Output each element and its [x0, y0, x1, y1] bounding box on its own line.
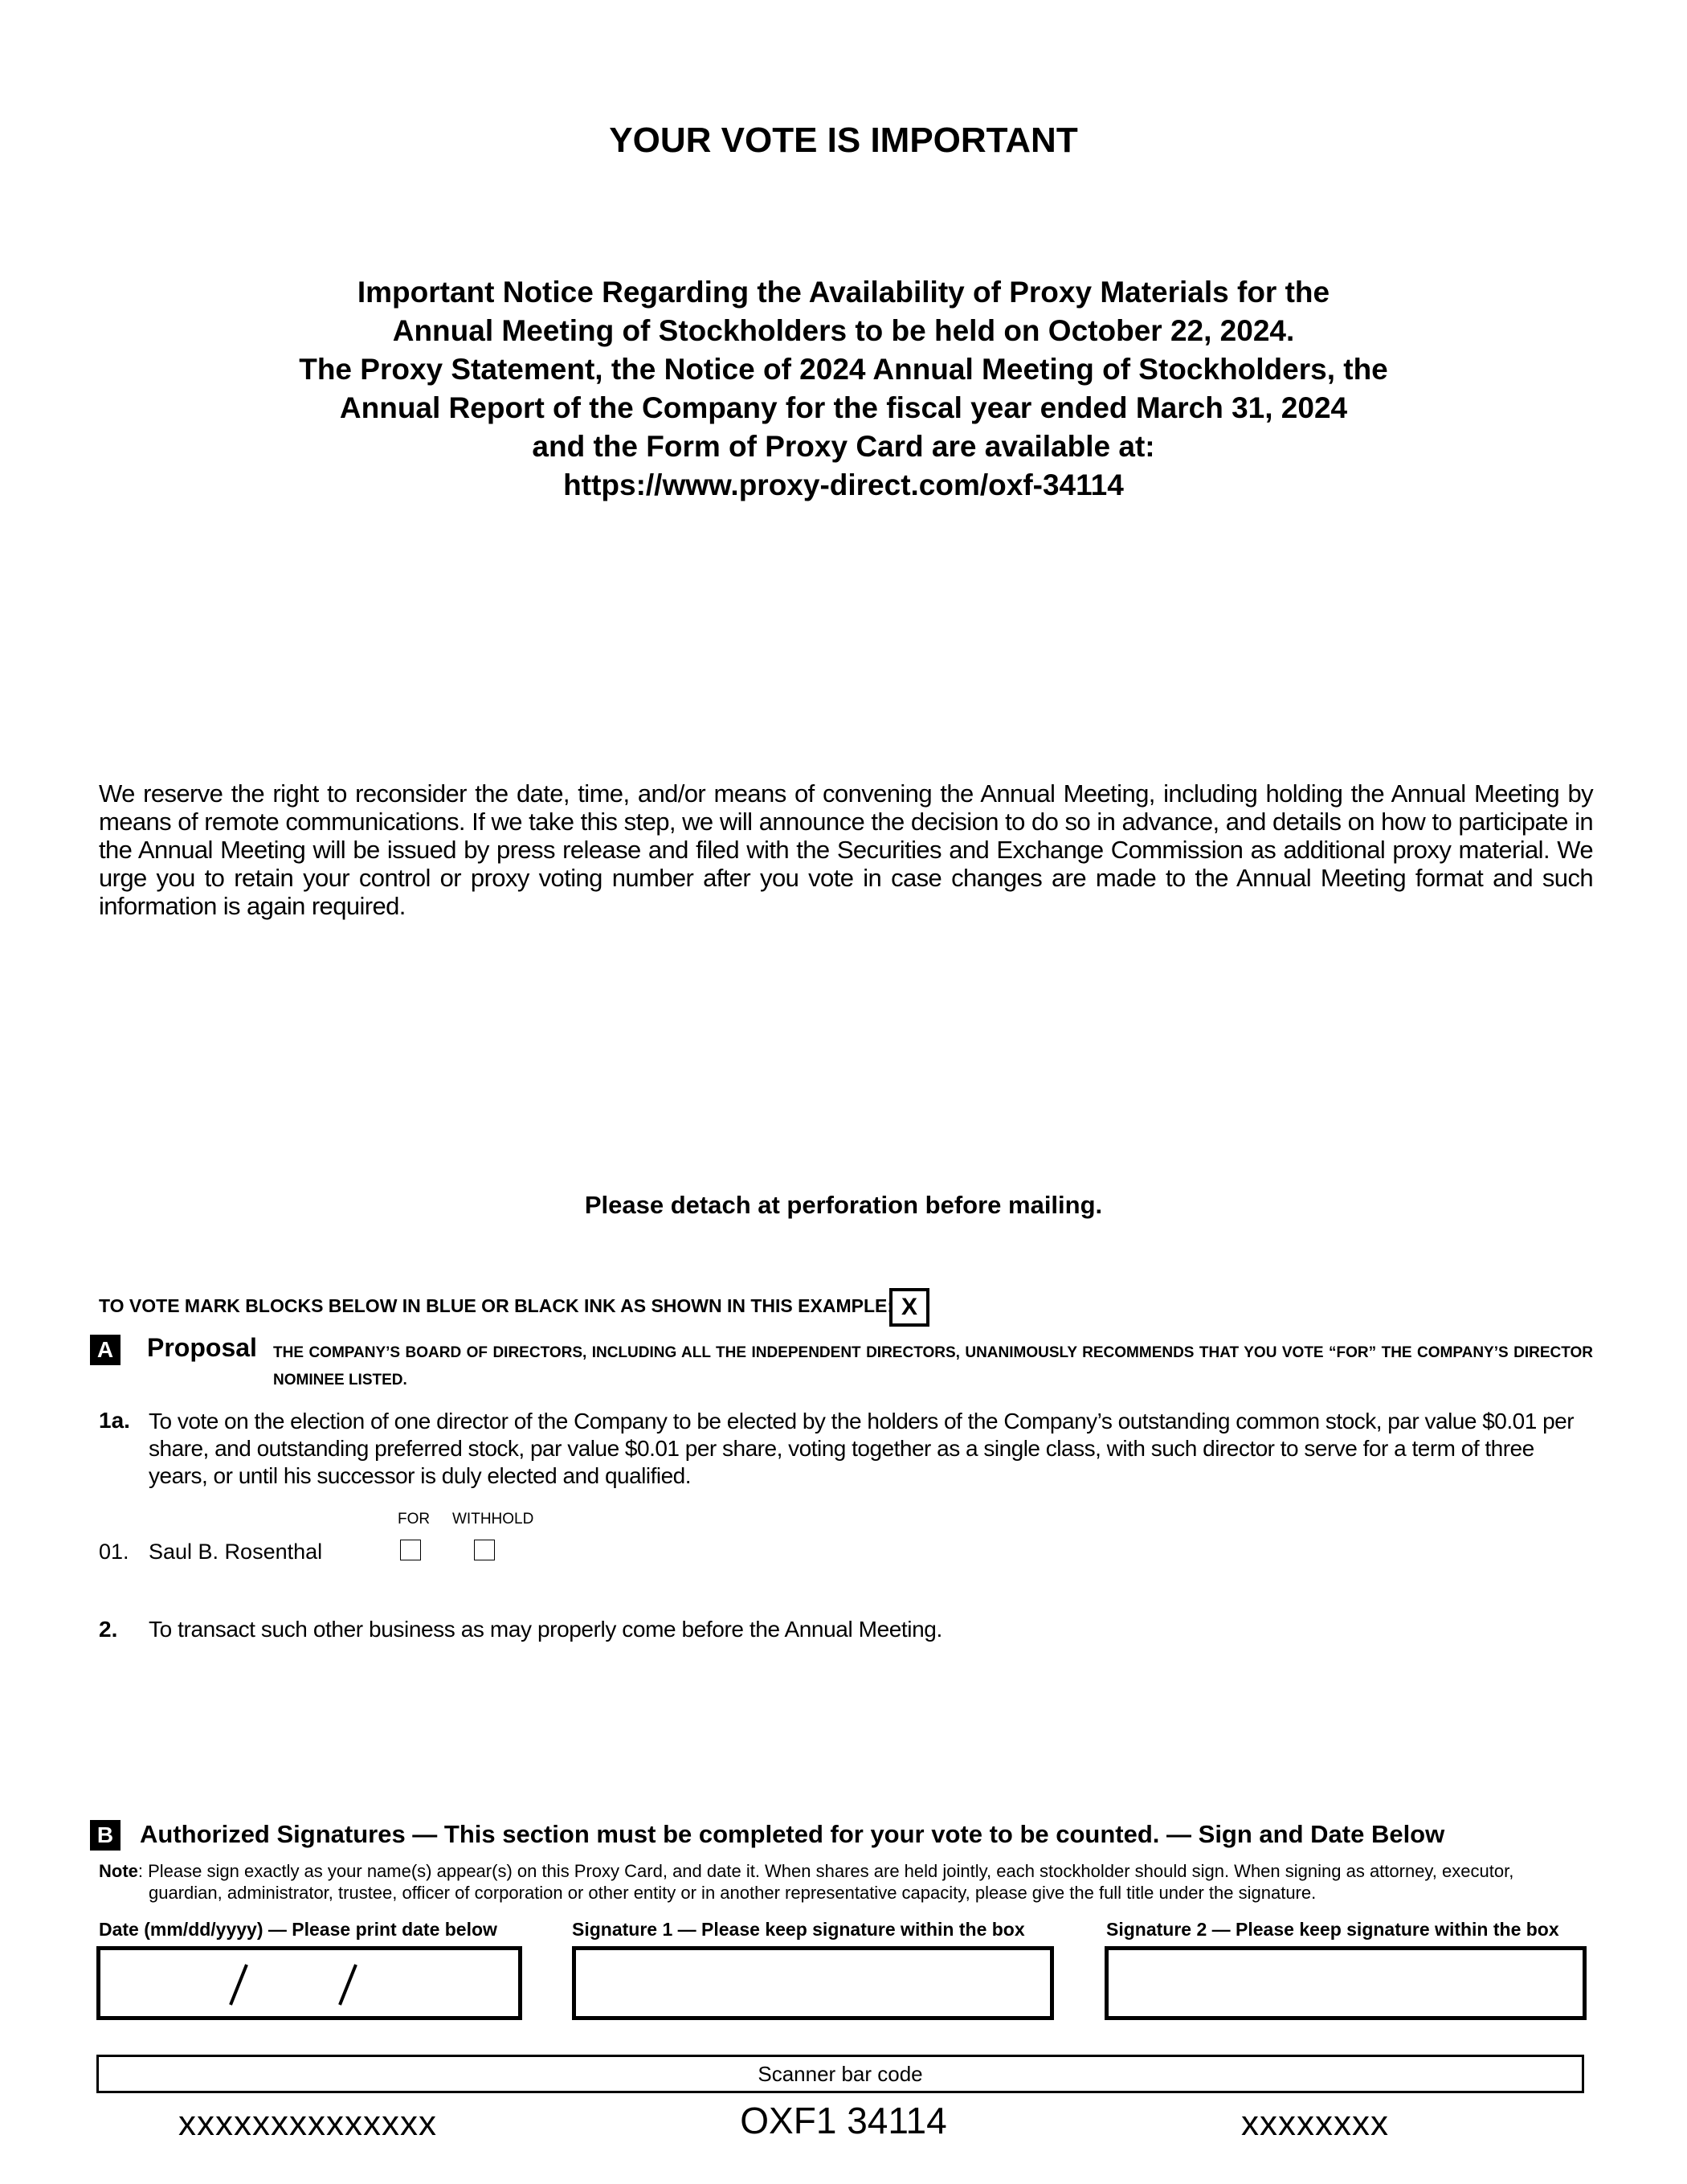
notice-line: Important Notice Regarding the Availability of Proxy Materials for the — [357, 276, 1330, 309]
page-title: YOUR VOTE IS IMPORTANT — [609, 121, 1078, 160]
section-a-title: Proposal — [147, 1333, 257, 1362]
proposal-2-text: To transact such other business as may properly come before the Annual Meeting. — [149, 1617, 942, 1642]
note-label: Note — [99, 1861, 138, 1881]
example-marked-checkbox: X — [889, 1288, 929, 1327]
proposal-1a-text: To vote on the election of one director of the Company to be elected by the holders of the Company’s outstanding common stock, par value $0.01 per share, and outstanding preferred stock, par value $0.01 per share, voting together as a single class, with such director to serve for a term of three years, or until his successor is duly elected and qualified. — [149, 1409, 1575, 1488]
reserve-right-paragraph: We reserve the right to reconsider the date, time, and/or means of convening the Annual Meeting, including holding the Annual Meeting by means of remote communications. If we take this step, we will announce the decision to do so in advance, and details on how to participate in the Annual Meeting will be issued by press release and filed with the Securities and Exchange Commission as additional proxy material. We urge you to retain your control or proxy voting number after you vote in case changes are made to the Annual Meeting format and such information is again required. — [99, 779, 1593, 920]
nominee-withhold-checkbox[interactable] — [474, 1540, 495, 1560]
signature-note: Note: Please sign exactly as your name(s) appear(s) on this Proxy Card, and date it. When shares are held jointly, each stockholder should sign. When signing as attorney, executor, guardian, administrator, trustee, officer of corporation or other entity or in another representative capacity, please give the full title under the signature. — [99, 1860, 1593, 1904]
notice-url[interactable]: https://www.proxy-direct.com/oxf-34114 — [563, 468, 1124, 501]
section-a-badge: A — [90, 1335, 120, 1365]
proxy-availability-notice — [241, 273, 1446, 505]
detach-instruction: Please detach at perforation before mailing. — [584, 1191, 1103, 1219]
vote-example-instruction: TO VOTE MARK BLOCKS BELOW IN BLUE OR BLACK INK AS SHOWN IN THIS EXAMPLE: — [99, 1295, 893, 1316]
signature-2-box[interactable] — [1105, 1946, 1587, 2020]
scanner-bar-code-box: Scanner bar code — [96, 2055, 1584, 2093]
section-b-badge: B — [90, 1820, 120, 1851]
date-slashes — [100, 1950, 518, 2016]
for-column-header: FOR — [398, 1511, 431, 1528]
nominee-for-checkbox[interactable] — [400, 1540, 421, 1560]
section-b-title: Authorized Signatures — This section must be completed for your vote to be counted. — Sign and Date Below — [140, 1820, 1445, 1848]
footer-code-left: xxxxxxxxxxxxxx — [178, 2104, 437, 2143]
proposal-1a-number: 1a. — [99, 1408, 130, 1433]
note-line-2: guardian, administrator, trustee, officer of corporation or other entity or in another representative capacity, please give the full title under the signature. — [149, 1883, 1317, 1903]
note-line-1: Please sign exactly as your name(s) appear(s) on this Proxy Card, and date it. When shares are held jointly, each stockholder should sign. When signing as attorney, executor, — [148, 1861, 1514, 1881]
notice-line: The Proxy Statement, the Notice of 2024 Annual Meeting of Stockholders, the — [299, 353, 1388, 386]
signature-1-box[interactable] — [572, 1946, 1054, 2020]
notice-line: Annual Meeting of Stockholders to be held on October 22, 2024. — [392, 314, 1295, 347]
date-label: Date (mm/dd/yyyy) — Please print date below — [99, 1919, 497, 1940]
date-input-box[interactable] — [96, 1946, 522, 2020]
signature-2-label: Signature 2 — Please keep signature within the box — [1106, 1919, 1559, 1940]
notice-line: and the Form of Proxy Card are available at: — [532, 430, 1155, 463]
notice-line: Annual Report of the Company for the fiscal year ended March 31, 2024 — [339, 391, 1348, 424]
nominee-number: 01. — [99, 1540, 129, 1564]
signature-1-label: Signature 1 — Please keep signature within the box — [572, 1919, 1025, 1940]
nominee-name: Saul B. Rosenthal — [149, 1540, 323, 1564]
proposal-2-number: 2. — [99, 1617, 118, 1642]
footer-code-center: OXF1 34114 — [740, 2100, 947, 2141]
board-recommendation: THE COMPANY’S BOARD OF DIRECTORS, INCLUDING ALL THE INDEPENDENT DIRECTORS, UNANIMOUSLY RECOMMENDS THAT YOU VOTE “FOR” THE COMPANY’S DIRECTOR NOMINEE LISTED. — [273, 1344, 1593, 1389]
withhold-column-header: WITHHOLD — [452, 1511, 534, 1528]
footer-code-right: xxxxxxxx — [1241, 2104, 1389, 2143]
